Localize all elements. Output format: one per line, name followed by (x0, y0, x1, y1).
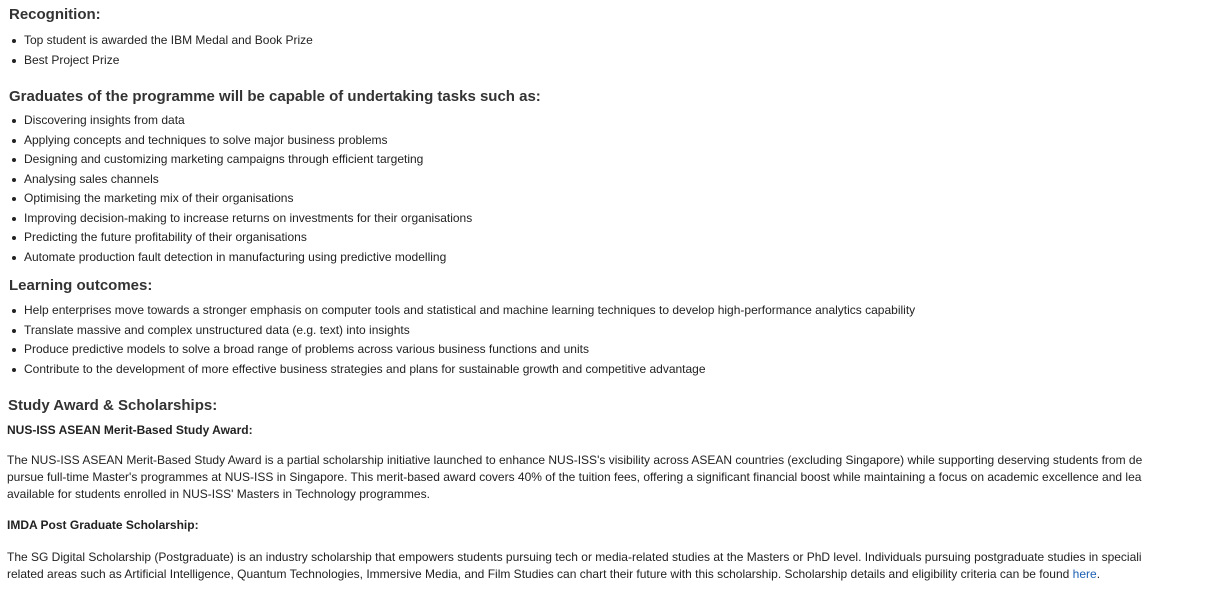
list-item: Best Project Prize (10, 51, 313, 71)
imda-line-1: The SG Digital Scholarship (Postgraduate) is an industry scholarship that empowers students pursuing tech or media-related studies at the Masters or PhD level. Individuals pursuing postgraduate studies in speciali (7, 550, 1142, 564)
imda-line-2 (7, 566, 1207, 583)
list-item: Designing and customizing marketing campaigns through efficient targeting (10, 150, 472, 170)
tasks-heading: Graduates of the programme will be capable of undertaking tasks such as: (9, 88, 541, 105)
asean-award-title: NUS-ISS ASEAN Merit-Based Study Award: (7, 423, 253, 437)
imda-scholarship-title: IMDA Post Graduate Scholarship: (7, 518, 199, 532)
imda-scholarship-description (7, 549, 1207, 583)
list-item: Contribute to the development of more effective business strategies and plans for sustainable growth and competitive advantage (10, 360, 915, 380)
asean-line-1: The NUS-ISS ASEAN Merit-Based Study Award is a partial scholarship initiative launched to enhance NUS-ISS's visibility across ASEAN countries (excluding Singapore) while supporting deserving students from de (7, 453, 1143, 467)
list-item: Automate production fault detection in manufacturing using predictive modelling (10, 248, 472, 268)
list-item: Top student is awarded the IBM Medal and Book Prize (10, 31, 313, 51)
list-item: Help enterprises move towards a stronger emphasis on computer tools and statistical and machine learning techniques to develop high-performance analytics capability (10, 301, 915, 321)
outcomes-list (10, 301, 915, 379)
scholarships-heading: Study Award & Scholarships: (8, 397, 218, 414)
recognition-list (10, 31, 313, 70)
list-item: Produce predictive models to solve a broad range of problems across various business functions and units (10, 340, 915, 360)
imda-line-2-end: . (1096, 567, 1101, 581)
asean-line-3: available for students enrolled in NUS-ISS' Masters in Technology programmes. (7, 487, 430, 501)
asean-line-2: pursue full-time Master's programmes at NUS-ISS in Singapore. This merit-based award covers 40% of the tuition fees, offering a significant financial boost while maintaining a focus on academic excellence and lea (7, 470, 1142, 484)
asean-award-description (7, 452, 1207, 503)
list-item: Optimising the marketing mix of their organisations (10, 189, 472, 209)
list-item: Translate massive and complex unstructured data (e.g. text) into insights (10, 321, 915, 341)
outcomes-heading: Learning outcomes: (9, 277, 153, 294)
list-item: Improving decision-making to increase returns on investments for their organisations (10, 209, 472, 229)
tasks-list (10, 111, 472, 267)
list-item: Discovering insights from data (10, 111, 472, 131)
list-item: Predicting the future profitability of their organisations (10, 228, 472, 248)
list-item: Applying concepts and techniques to solve major business problems (10, 131, 472, 151)
list-item: Analysing sales channels (10, 170, 472, 190)
recognition-heading: Recognition: (9, 6, 101, 23)
imda-line-2-text: related areas such as Artificial Intelligence, Quantum Technologies, Immersive Media, and Film Studies can chart their future with this scholarship. Scholarship details and eligibility criteria can be found (7, 567, 1073, 581)
scholarship-details-link[interactable]: here (1072, 567, 1097, 581)
